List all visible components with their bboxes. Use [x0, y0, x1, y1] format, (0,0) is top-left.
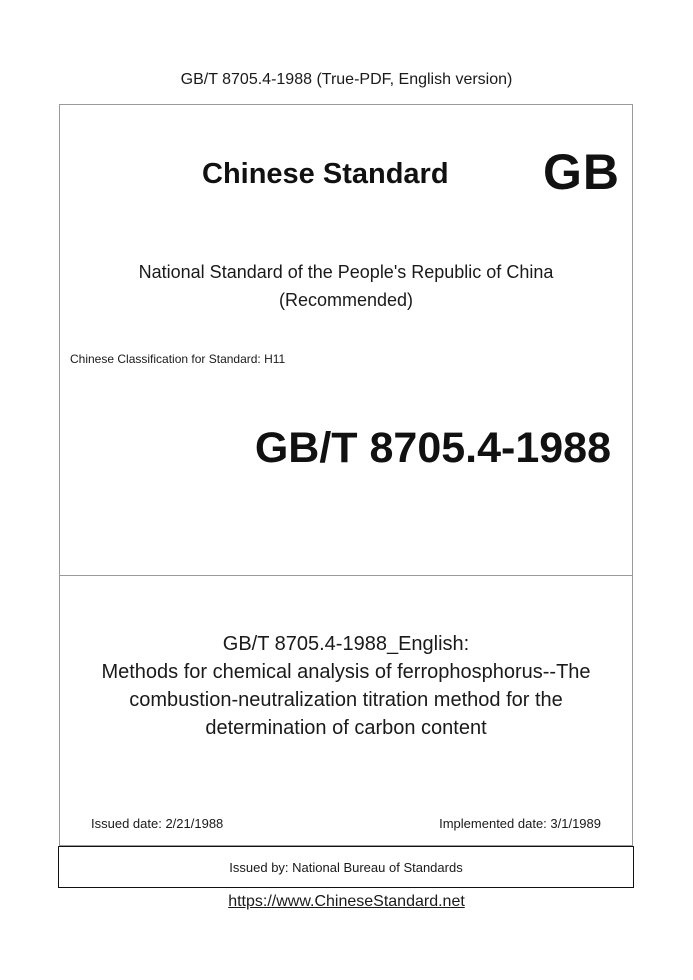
website-link[interactable]: https://www.ChineseStandard.net [228, 893, 465, 910]
standard-number: GB/T 8705.4-1988 [254, 424, 611, 472]
document-title-line: determination of carbon content [205, 717, 487, 739]
section-divider [60, 575, 632, 576]
document-title-line: Methods for chemical analysis of ferrophosphorus--The [101, 661, 591, 683]
document-title-line: GB/T 8705.4-1988_English: [222, 633, 470, 655]
issued-by-label: Issued by: National Bureau of Standards [229, 859, 463, 875]
subtitle-line-1: National Standard of the People's Republic of China [138, 262, 554, 282]
page-header: GB/T 8705.4-1988 (True-PDF, English version) [180, 71, 513, 88]
cover-title: Chinese Standard [202, 158, 449, 190]
cover-frame [59, 104, 633, 846]
classification-label: Chinese Classification for Standard: H11 [70, 352, 286, 366]
document-title-line: combustion-neutralization titration method for the [129, 689, 563, 711]
subtitle-line-2: (Recommended) [278, 290, 414, 310]
issuer-box [58, 846, 634, 888]
document-title [60, 630, 632, 742]
issued-date: Issued date: 2/21/1988 [91, 816, 224, 831]
gb-mark: GB [543, 144, 620, 200]
cover-subtitle [60, 258, 632, 314]
implemented-date: Implemented date: 3/1/1989 [439, 816, 601, 831]
